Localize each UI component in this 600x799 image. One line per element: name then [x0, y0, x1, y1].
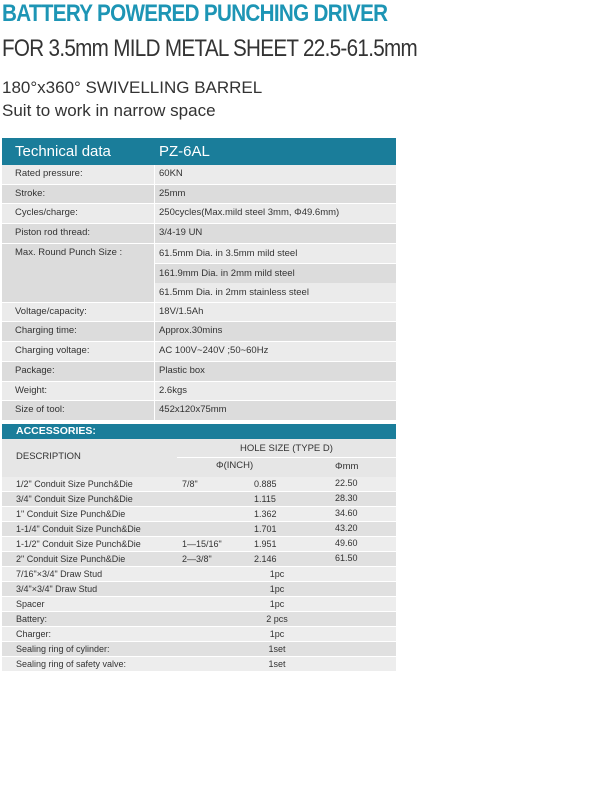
title-line-2: FOR 3.5mm MILD METAL SHEET 22.5-61.5mm	[2, 35, 418, 62]
table-row	[2, 567, 396, 582]
header-divider	[177, 457, 396, 458]
accessory-mm: 43.20	[335, 523, 358, 533]
spec-label: Stroke:	[2, 185, 154, 204]
table-row	[2, 382, 396, 402]
accessory-qty: 1pc	[269, 584, 285, 594]
table-row	[2, 342, 396, 362]
accessory-desc: Sealing ring of safety valve:	[16, 659, 127, 669]
spec-label: Charging voltage:	[2, 342, 154, 361]
spec-label: Size of tool:	[2, 401, 154, 420]
table-row	[2, 537, 396, 552]
table-row	[2, 492, 396, 507]
spec-value: 3/4-19 UN	[155, 224, 396, 243]
spec-value: Approx.30mins	[155, 322, 396, 341]
table-row	[2, 642, 396, 657]
accessory-desc: 1-1/2" Conduit Size Punch&Die	[16, 539, 141, 549]
table-row	[2, 204, 396, 224]
technical-data-header	[2, 138, 396, 165]
accessory-fraction: 1—15/16"	[182, 539, 222, 549]
spec-label: Package:	[2, 362, 154, 381]
spec-value: 250cycles(Max.mild steel 3mm, Φ49.6mm)	[155, 204, 396, 223]
table-row	[2, 507, 396, 522]
accessory-desc: 7/16"×3/4" Draw Stud	[16, 569, 103, 579]
table-row	[2, 657, 396, 672]
spec-value: 61.5mm Dia. in 2mm stainless steel	[155, 283, 396, 302]
table-row	[2, 522, 396, 537]
accessory-qty: 1pc	[269, 599, 285, 609]
technical-data-heading: Technical data	[15, 143, 111, 160]
table-row	[2, 224, 396, 244]
table-row	[2, 401, 396, 421]
col-inch: Φ(INCH)	[216, 460, 254, 471]
accessory-desc: Charger:	[16, 629, 52, 639]
spec-value: 452x120x75mm	[155, 401, 396, 420]
accessory-inch: 2.146	[254, 554, 277, 564]
spec-value: 61.5mm Dia. in 3.5mm mild steel	[155, 244, 396, 263]
title-line-1: BATTERY POWERED PUNCHING DRIVER	[2, 0, 388, 27]
spec-label: Weight:	[2, 382, 154, 401]
spec-label: Voltage/capacity:	[2, 303, 154, 322]
table-row	[2, 165, 396, 185]
table-row	[2, 185, 396, 205]
feature-narrow-space: Suit to work in narrow space	[2, 101, 216, 120]
accessory-desc: Battery:	[16, 614, 48, 624]
spec-value: 25mm	[155, 185, 396, 204]
accessories-heading: ACCESSORIES:	[2, 424, 396, 439]
accessory-fraction: 7/8"	[182, 479, 198, 489]
spec-value: 60KN	[155, 165, 396, 184]
accessory-inch: 1.362	[254, 509, 277, 519]
punch-size-row	[2, 244, 396, 303]
accessory-inch: 1.115	[254, 494, 276, 504]
accessory-mm: 28.30	[335, 493, 358, 503]
accessory-qty: 2 pcs	[266, 614, 288, 624]
table-row	[2, 477, 396, 492]
accessory-desc: 3/4" Conduit Size Punch&Die	[16, 494, 133, 504]
accessory-desc: 1-1/4" Conduit Size Punch&Die	[16, 524, 141, 534]
spec-value: AC 100V~240V ;50~60Hz	[155, 342, 396, 361]
spec-value: 18V/1.5Ah	[155, 303, 396, 322]
table-row	[2, 552, 396, 567]
accessory-qty: 1pc	[269, 629, 285, 639]
accessories-column-headers	[2, 439, 396, 477]
spec-label: Piston rod thread:	[2, 224, 154, 243]
accessory-desc: Sealing ring of cylinder:	[16, 644, 110, 654]
accessory-qty: 1set	[268, 644, 286, 654]
accessory-mm: 34.60	[335, 508, 358, 518]
spec-value: 2.6kgs	[155, 382, 396, 401]
table-row	[2, 627, 396, 642]
col-mm: Φmm	[335, 461, 359, 472]
accessory-desc: 1/2" Conduit Size Punch&Die	[16, 479, 133, 489]
accessory-inch: 0.885	[254, 479, 277, 489]
model-number: PZ-6AL	[159, 143, 210, 160]
table-row	[2, 322, 396, 342]
table-row	[2, 582, 396, 597]
accessory-qty: 1set	[268, 659, 286, 669]
accessory-inch: 1.951	[254, 539, 277, 549]
accessory-mm: 61.50	[335, 553, 358, 563]
accessory-desc: 2" Conduit Size Punch&Die	[16, 554, 126, 564]
accessory-desc: 1" Conduit Size Punch&Die	[16, 509, 126, 519]
accessories-table	[2, 424, 396, 672]
spec-label: Charging time:	[2, 322, 154, 341]
accessory-fraction: 2—3/8"	[182, 554, 212, 564]
spec-label: Rated pressure:	[2, 165, 154, 184]
accessory-mm: 49.60	[335, 538, 358, 548]
spec-label: Cycles/charge:	[2, 204, 154, 223]
col-hole-size: HOLE SIZE (TYPE D)	[240, 443, 333, 454]
technical-data-table	[2, 138, 396, 421]
accessory-inch: 1.701	[254, 524, 277, 534]
accessory-desc: 3/4"×3/4" Draw Stud	[16, 584, 98, 594]
spec-value: Plastic box	[155, 362, 396, 381]
table-row	[2, 303, 396, 323]
spec-value: 161.9mm Dia. in 2mm mild steel	[155, 264, 396, 283]
spec-label: Max. Round Punch Size :	[2, 244, 154, 302]
feature-swivel: 180°x360° SWIVELLING BARREL	[2, 78, 263, 97]
accessory-mm: 22.50	[335, 478, 358, 488]
accessory-desc: Spacer	[16, 599, 45, 609]
col-description: DESCRIPTION	[16, 451, 81, 462]
table-row	[2, 597, 396, 612]
table-row	[2, 612, 396, 627]
table-row	[2, 362, 396, 382]
accessory-qty: 1pc	[269, 569, 285, 579]
